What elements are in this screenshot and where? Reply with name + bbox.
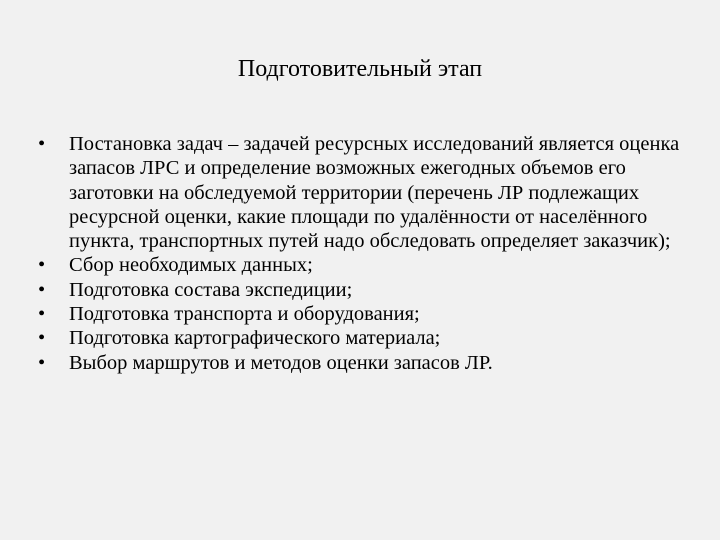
bullet-icon: • <box>38 133 46 155</box>
bullet-list <box>38 132 698 375</box>
bullet-text: Постановка задач – задачей ресурсных исследований является оценка запасов ЛРС и определение возможных ежегодных объемов его заготовки на обследуемой территории (перечень ЛР подлежащих ресурсной оценки, какие площади по удалённости от населённого пункта, транспортных путей надо обследовать определяет заказчик); <box>69 133 680 253</box>
bullet-item-5 <box>38 326 698 350</box>
bullet-item-2 <box>38 253 698 277</box>
bullet-icon: • <box>38 278 46 301</box>
bullet-text: Подготовка транспорта и оборудования; <box>69 303 420 326</box>
bullet-icon: • <box>38 254 46 277</box>
bullet-item-4 <box>38 302 698 326</box>
bullet-item-1 <box>38 132 698 253</box>
bullet-text: Выбор маршрутов и методов оценки запасов ЛР. <box>69 351 493 374</box>
bullet-item-3 <box>38 278 698 302</box>
slide-title: Подготовительный этап <box>237 56 483 82</box>
bullet-item-6 <box>38 351 698 375</box>
bullet-text: Сбор необходимых данных; <box>69 254 313 277</box>
bullet-icon: • <box>38 351 46 374</box>
slide-title-container <box>0 54 720 84</box>
bullet-text: Подготовка картографического материала; <box>69 327 441 350</box>
bullet-text: Подготовка состава экспедиции; <box>69 278 353 301</box>
bullet-icon: • <box>38 303 46 326</box>
bullet-icon: • <box>38 327 46 350</box>
